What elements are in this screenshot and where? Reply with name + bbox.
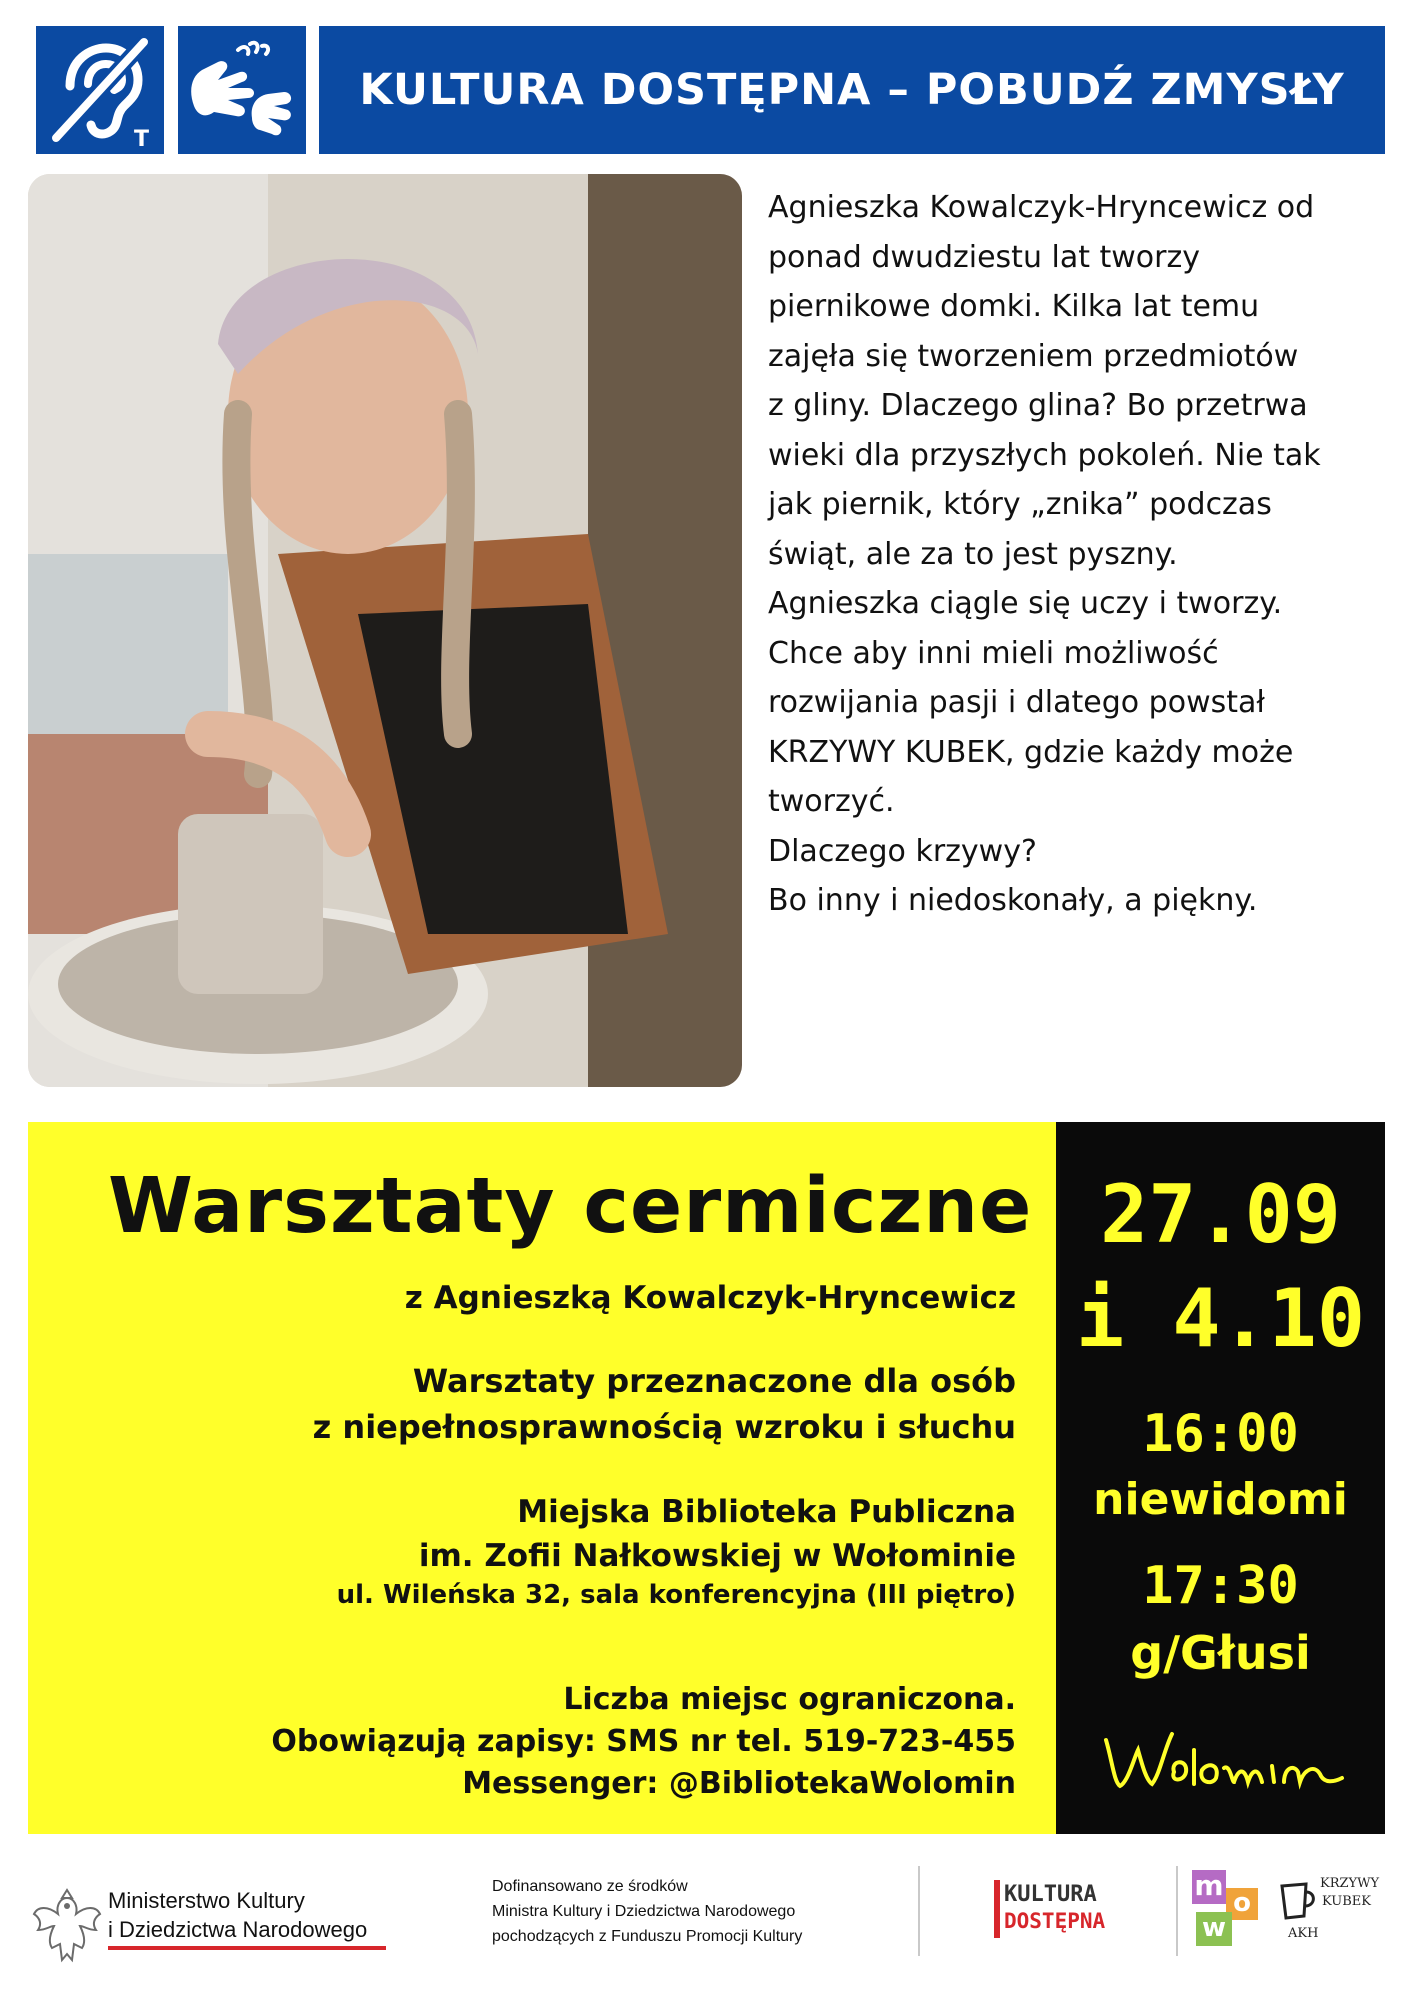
mow-letter: o	[1226, 1888, 1258, 1920]
hearing-loop-box	[36, 26, 164, 154]
description-line: z gliny. Dlaczego glina? Bo przetrwa	[768, 388, 1308, 423]
kultura-logo-line: DOSTĘPNA	[1004, 1909, 1106, 1933]
header-title: KULTURA DOSTĘPNA – POBUDŹ ZMYSŁY	[359, 65, 1345, 115]
artist-photo	[28, 174, 742, 1087]
description-line: zajęła się tworzeniem przedmiotów	[768, 338, 1299, 374]
group-first: niewidomi	[1093, 1474, 1348, 1525]
event-host: z Agnieszką Kowalczyk-Hryncewicz	[404, 1280, 1016, 1316]
event-audience-line: Warsztaty przeznaczone dla osób	[412, 1362, 1016, 1400]
venue-name-2: im. Zofii Nałkowskiej w Wołominie	[418, 1538, 1016, 1574]
group-second: g/Głusi	[1130, 1626, 1311, 1680]
description-line: Dlaczego krzywy?	[768, 833, 1037, 869]
description-line: Bo inny i niedoskonały, a piękny.	[768, 883, 1258, 918]
description-line: piernikowe domki. Kilka lat temu	[768, 289, 1260, 324]
mow-logo	[1188, 1868, 1262, 1950]
sign-language-icon	[178, 26, 306, 154]
kultura-dostepna-logo	[994, 1880, 1104, 1938]
mow-letter: m	[1192, 1870, 1226, 1904]
sign-language-box	[178, 26, 306, 154]
description-line: tworzyć.	[768, 784, 895, 819]
registration-messenger: Messenger: @BibliotekaWolomin	[462, 1766, 1016, 1801]
description-line: rozwijania pasji i dlatego powstał	[768, 685, 1265, 720]
mow-letter: w	[1196, 1912, 1232, 1946]
description-line: ponad dwudziestu lat tworzy	[768, 239, 1200, 275]
footer-divider	[918, 1866, 920, 1956]
description-line: świąt, ale za to jest pyszny.	[768, 536, 1178, 572]
header-banner	[319, 26, 1385, 154]
registration-note: Liczba miejsc ograniczona.	[563, 1682, 1016, 1717]
kultura-logo-line: KULTURA	[1004, 1882, 1097, 1907]
description-line: Agnieszka Kowalczyk-Hryncewicz od	[768, 190, 1315, 225]
kultura-logo-bracket	[994, 1880, 1000, 1938]
ministry-logo-text	[108, 1886, 367, 1944]
krzywy-logo-line: AKH	[1288, 1926, 1319, 1941]
ministry-line: i Dziedzictwa Narodowego	[108, 1917, 368, 1942]
description-line: Agnieszka ciągle się uczy i tworzy.	[768, 586, 1283, 621]
funding-line: Ministra Kultury i Dziedzictwa Narodowego	[492, 1903, 796, 1920]
mug-icon	[1276, 1878, 1320, 1922]
krzywy-kubek-logo	[1276, 1872, 1380, 1952]
venue-address: ul. Wileńska 32, sala konferencyjna (III piętro)	[336, 1580, 1016, 1610]
registration-sms: Obowiązują zapisy: SMS nr tel. 519-723-455	[271, 1724, 1016, 1759]
event-audience-line: z niepełnosprawnością wzroku i słuchu	[312, 1408, 1016, 1446]
time-second: 17:30	[1142, 1556, 1299, 1616]
hearing-loop-icon	[36, 26, 164, 154]
wolomin-signature-logo	[1098, 1720, 1348, 1804]
funding-line: Dofinansowano ze środków	[492, 1878, 688, 1895]
artist-description	[768, 183, 1378, 926]
venue-name: Miejska Biblioteka Publiczna	[517, 1494, 1016, 1530]
ministry-line: Ministerstwo Kultury	[108, 1888, 305, 1913]
funding-note	[492, 1874, 802, 1949]
description-line: wieki dla przyszłych pokoleń. Nie tak	[768, 437, 1321, 473]
description-line: KRZYWY KUBEK, gdzie każdy może	[768, 734, 1294, 770]
krzywy-logo-line: KRZYWY	[1320, 1876, 1380, 1891]
event-title: Warsztaty cermiczne	[108, 1162, 1033, 1251]
footer-divider	[1176, 1866, 1178, 1956]
ministry-underline	[108, 1946, 386, 1950]
description-line: Chce aby inni mieli możliwość	[768, 635, 1219, 671]
krzywy-logo-line: KUBEK	[1322, 1894, 1371, 1909]
time-first: 16:00	[1142, 1404, 1299, 1464]
date-first: 27.09	[1100, 1168, 1341, 1261]
polish-eagle-emblem	[32, 1884, 102, 1974]
hearing-loop-letter: T	[134, 127, 150, 152]
date-second: i 4.10	[1076, 1272, 1365, 1365]
funding-line: pochodzących z Funduszu Promocji Kultury	[492, 1928, 803, 1945]
description-line: jak piernik, który „znika” podczas	[768, 487, 1272, 522]
